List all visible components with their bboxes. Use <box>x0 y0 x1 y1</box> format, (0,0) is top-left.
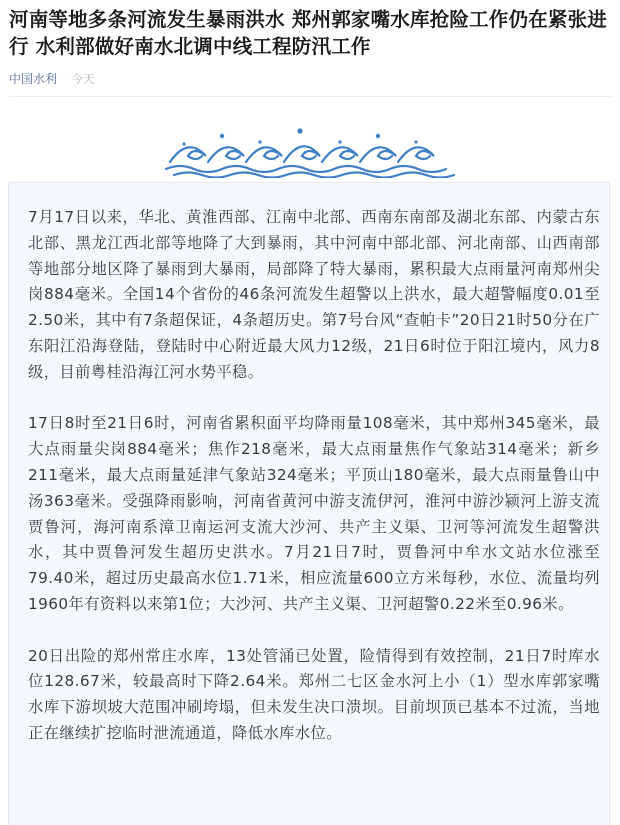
article-paragraph-3: 20日出险的郑州常庄水库，13处管涌已处置，险情得到有效控制，21日7时库水位128.67米，较最高时下降2.64米。郑州二七区金水河上小（1）型水库郭家嘴水库下游坝坡大范围冲刷垮塌，但未发生决口溃坝。目前坝顶已基本不过流，当地正在继续扩挖临时泄流通道，降低水库水位。 <box>28 646 600 742</box>
article-title: 河南等地多条河流发生暴雨洪水 郑州郭家嘴水库抢险工作仍在紧张进行 水利部做好南水北调中线工程防汛工作 <box>9 8 607 58</box>
article-paragraph-1: 7月17日以来，华北、黄淮西部、江南中北部、西南东南部及湖北东部、内蒙古东北部、黑龙江西北部等地降了大到暴雨，其中河南中部北部、河北南部、山西南部等地部分地区降了暴雨到大暴雨，局部降了特大暴雨，累积最大点雨量河南郑州尖岗884毫米。全国14个省份的46条河流发生超警以上洪水，最大超警幅度0.01至2.50米，其中有7条超保证，4条超历史。第7号台风“查帕卡”20日21时50分在广东阳江沿海登陆，登陆时中心附近最大风力12级，21日6时位于阳江境内，风力8级，目前粤桂沿海江河水势平稳。 <box>28 208 600 381</box>
article-meta <box>9 71 95 87</box>
source-account-link[interactable]: 中国水利 <box>9 72 58 86</box>
publish-date: 今天 <box>70 72 95 86</box>
wave-banner-icon <box>160 122 460 178</box>
article-paragraph-2: 17日8时至21日6时，河南省累积面平均降雨量108毫米，其中郑州345毫米，最大点雨量尖岗884毫米；焦作218毫米，最大点雨量焦作气象站314毫米；新乡211毫米，最大点雨量延津气象站324毫米；平顶山180毫米，最大点雨量鲁山中汤363毫米。受强降雨影响，河南省黄河中游支流伊河，淮河中游沙颍河上游支流贾鲁河，海河南系漳卫南运河支流大沙河、共产主义渠、卫河等河流发生超警洪水，其中贾鲁河发生超历史洪水。7月21日7时，贾鲁河中牟水文站水位涨至79.40米，超过历史最高水位1.71米，相应流量600立方米每秒，水位、流量均列1960年有资料以来第1位；大沙河、共产主义渠、卫河超警0.22米至0.96米。 <box>28 414 600 613</box>
header-divider <box>9 96 611 97</box>
article-body <box>28 205 600 773</box>
